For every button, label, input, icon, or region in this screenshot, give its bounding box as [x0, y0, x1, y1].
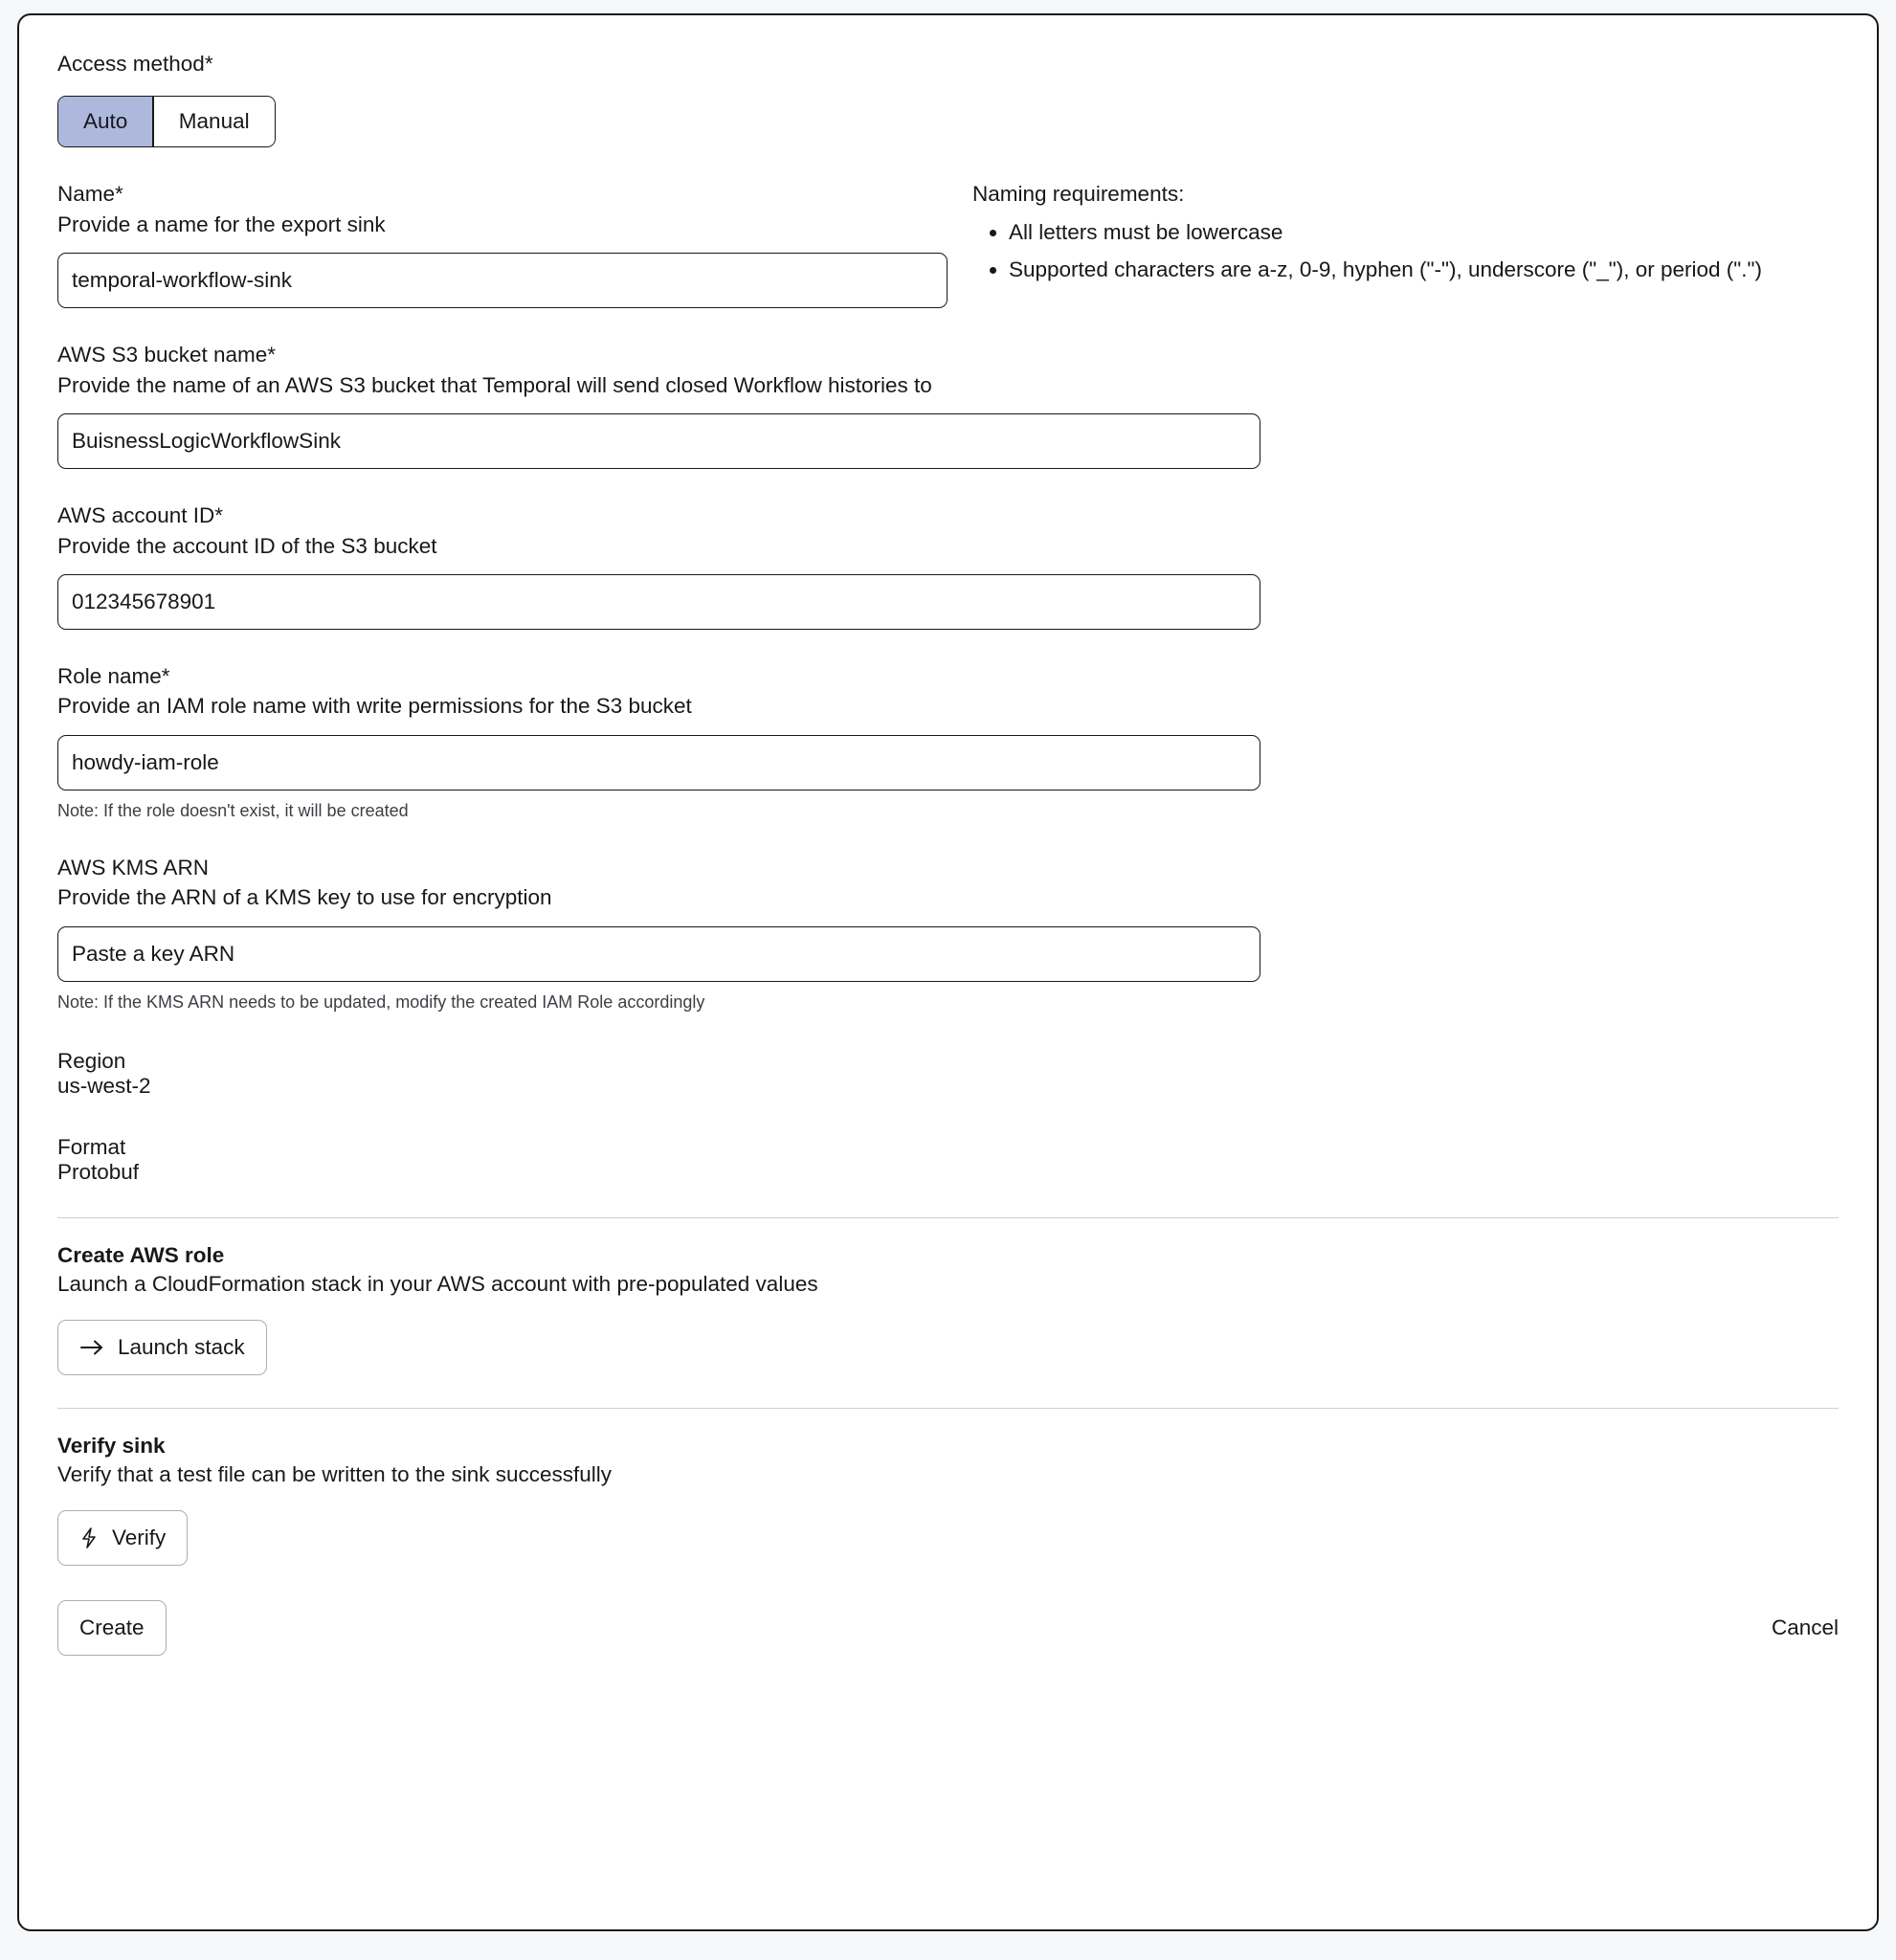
create-button-label: Create	[79, 1615, 145, 1639]
account-id-input[interactable]	[57, 574, 1260, 630]
kms-arn-label: AWS KMS ARN	[57, 855, 209, 880]
kms-arn-group	[57, 854, 1839, 1013]
naming-requirements-title: Naming requirements:	[972, 182, 1185, 207]
format-label: Format	[57, 1134, 126, 1159]
role-name-label: Role name*	[57, 664, 170, 688]
bucket-label: AWS S3 bucket name*	[57, 343, 277, 368]
bucket-input[interactable]	[57, 413, 1260, 469]
kms-arn-input[interactable]	[57, 926, 1260, 982]
naming-requirements-list	[972, 216, 1839, 287]
lightning-bolt-icon	[79, 1526, 99, 1549]
region-value: us-west-2	[57, 1073, 151, 1098]
kms-arn-description: Provide the ARN of a KMS key to use for encryption	[57, 885, 552, 910]
role-name-description: Provide an IAM role name with write permissions for the S3 bucket	[57, 694, 692, 719]
verify-sink-section	[57, 1434, 1839, 1566]
account-id-description: Provide the account ID of the S3 bucket	[57, 533, 437, 558]
divider	[57, 1217, 1839, 1218]
region-group	[57, 1049, 1839, 1099]
access-method-toggle[interactable]	[57, 96, 276, 147]
divider	[57, 1408, 1839, 1409]
name-input[interactable]	[57, 253, 948, 308]
name-label: Name*	[57, 182, 123, 207]
access-method-option-manual[interactable]: Manual	[154, 97, 275, 146]
region-label: Region	[57, 1048, 126, 1073]
format-value: Protobuf	[57, 1159, 140, 1184]
verify-label: Verify	[112, 1525, 167, 1549]
arrow-right-icon	[79, 1338, 104, 1357]
bucket-group	[57, 341, 1839, 469]
name-description: Provide a name for the export sink	[57, 212, 386, 236]
account-id-label: AWS account ID*	[57, 503, 223, 528]
launch-stack-label: Launch stack	[118, 1334, 245, 1359]
format-group	[57, 1135, 1839, 1185]
verify-button[interactable]	[57, 1510, 188, 1566]
verify-sink-description: Verify that a test file can be written to the sink successfully	[57, 1461, 613, 1486]
role-name-note: Note: If the role doesn't exist, it will be created	[57, 800, 409, 820]
account-id-group	[57, 501, 1839, 630]
verify-sink-title: Verify sink	[57, 1433, 166, 1458]
role-name-group	[57, 662, 1839, 821]
launch-stack-button[interactable]	[57, 1320, 267, 1375]
form-footer	[57, 1600, 1839, 1656]
naming-requirement-item: • All letters must be lowercase	[1009, 216, 1839, 250]
cancel-button-label: Cancel	[1771, 1615, 1839, 1639]
naming-requirement-item: • Supported characters are a-z, 0-9, hyphen ("-"), underscore ("_"), or period (".")	[1009, 254, 1839, 287]
create-aws-role-section	[57, 1243, 1839, 1375]
name-row	[57, 180, 1839, 308]
name-group	[57, 180, 948, 308]
bucket-description: Provide the name of an AWS S3 bucket that Temporal will send closed Workflow histories to	[57, 372, 932, 397]
role-name-input[interactable]	[57, 735, 1260, 791]
naming-requirements	[972, 180, 1839, 291]
access-method-option-auto[interactable]: Auto	[58, 97, 152, 146]
cancel-button[interactable]	[1772, 1615, 1839, 1640]
export-sink-form-panel	[17, 13, 1879, 1931]
kms-arn-note: Note: If the KMS ARN needs to be updated, modify the created IAM Role accordingly	[57, 991, 705, 1012]
create-button[interactable]	[57, 1600, 167, 1656]
create-aws-role-description: Launch a CloudFormation stack in your AWS account with pre-populated values	[57, 1271, 818, 1296]
access-method-group	[57, 50, 1839, 147]
create-aws-role-title: Create AWS role	[57, 1242, 225, 1267]
access-method-label: Access method*	[57, 52, 213, 76]
